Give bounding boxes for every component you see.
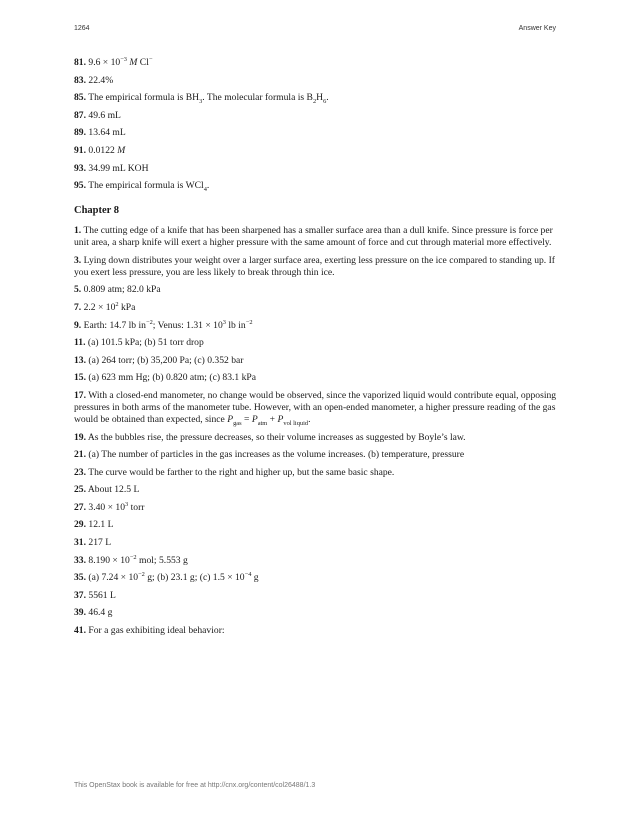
- answer-37: [74, 590, 558, 602]
- subscript: 2: [312, 98, 317, 106]
- answer-text: 12.1 L: [88, 519, 114, 531]
- answer-text: +: [267, 413, 278, 425]
- answer-text: Earth: 14.7 lb in: [83, 319, 146, 331]
- variable: P: [251, 413, 258, 425]
- answer-text: ; Venus: 1.31 × 10: [152, 319, 223, 331]
- answer-87: [74, 110, 558, 122]
- answer-number: 19.: [74, 431, 86, 443]
- answer-text: 34.99 mL KOH: [88, 162, 149, 174]
- answer-89: [74, 127, 558, 139]
- answer-25: [74, 484, 558, 496]
- answer-text: The empirical formula is WCl: [88, 180, 204, 192]
- answer-text: (a) The number of particles in the gas increases as the volume increases. (b) temperature, pressure: [88, 449, 465, 461]
- exponent: −2: [245, 318, 253, 326]
- answer-number: 39.: [74, 607, 86, 619]
- answer-text: 49.6 mL: [88, 109, 121, 121]
- answer-23: [74, 467, 558, 479]
- exponent: 3: [222, 318, 226, 326]
- answer-text: 9.6 × 10: [88, 57, 121, 68]
- answer-95: [74, 180, 558, 192]
- answer-text: About 12.5 L: [87, 484, 140, 496]
- answer-text: (a) 7.24 × 10: [88, 572, 139, 584]
- answer-text: 2.2 × 10: [83, 301, 116, 313]
- answer-text: =: [241, 413, 252, 425]
- answer-text: (a) 623 mm Hg; (b) 0.820 atm; (c) 83.1 kPa: [88, 372, 256, 384]
- answer-text: .: [206, 180, 210, 192]
- answer-text: kPa: [118, 301, 136, 313]
- answer-text: 5561 L: [88, 589, 116, 601]
- answer-number: 15.: [74, 372, 86, 384]
- answer-text: 0.809 atm; 82.0 kPa: [83, 284, 161, 296]
- answer-text: lb in: [225, 319, 246, 331]
- answer-text: 3.40 × 10: [88, 501, 125, 513]
- answer-text: g; (b) 23.1 g; (c) 1.5 × 10: [144, 572, 245, 584]
- subscript: gas: [233, 419, 242, 427]
- answer-text: . The molecular formula is B: [202, 92, 313, 104]
- answer-17: [74, 390, 558, 426]
- answer-number: 85.: [74, 92, 86, 104]
- answer-text: g: [251, 572, 259, 584]
- answer-number: 93.: [74, 162, 86, 174]
- answer-85: [74, 92, 558, 104]
- answer-number: 17.: [74, 389, 86, 401]
- answer-3: [74, 255, 558, 279]
- answer-39: [74, 607, 558, 619]
- answer-91: [74, 145, 558, 157]
- answer-31: [74, 537, 558, 549]
- answer-number: 25.: [74, 484, 86, 496]
- answer-number: 21.: [74, 449, 86, 461]
- answer-number: 3.: [74, 254, 82, 266]
- answer-5: [74, 284, 558, 296]
- answer-81: [74, 57, 558, 69]
- answer-text: The empirical formula is BH: [88, 92, 200, 104]
- exponent: −3: [120, 55, 128, 63]
- subscript: 3: [199, 98, 203, 106]
- answer-number: 87.: [74, 109, 86, 121]
- answer-21: [74, 449, 558, 461]
- answer-text: torr: [128, 501, 145, 513]
- answer-11: [74, 337, 558, 349]
- answer-number: 37.: [74, 589, 86, 601]
- answer-text: .: [308, 413, 311, 425]
- answer-text: (a) 264 torr; (b) 35,200 Pa; (c) 0.352 bar: [88, 354, 244, 366]
- answer-number: 89.: [74, 127, 86, 139]
- answer-33: [74, 555, 558, 567]
- exponent: 2: [115, 300, 119, 308]
- exponent: −2: [138, 571, 145, 579]
- answer-text: 46.4 g: [88, 607, 113, 619]
- answer-text: 8.190 × 10: [88, 554, 130, 566]
- answer-number: 95.: [74, 180, 86, 192]
- answer-number: 41.: [74, 625, 86, 637]
- answer-35: [74, 572, 558, 584]
- answer-number: 23.: [74, 466, 86, 478]
- answer-number: 11.: [74, 337, 86, 349]
- charge: −: [148, 55, 153, 63]
- page-number: 1264: [74, 25, 90, 32]
- answer-15: [74, 372, 558, 384]
- answer-text: Lying down distributes your weight over a larger surface area, exerting less pressure on the ice compared to standing up. If you exert less pressure, you are less likely to break through thin ice.: [74, 254, 555, 278]
- answer-text: The curve would be farther to the right and higher up, but the same basic shape.: [88, 466, 395, 478]
- answer-number: 5.: [74, 284, 82, 296]
- answer-number: 9.: [74, 319, 82, 331]
- answer-13: [74, 355, 558, 367]
- answer-text: .: [326, 92, 329, 104]
- answer-text: (a) 101.5 kPa; (b) 51 torr drop: [87, 337, 204, 349]
- answer-41: [74, 625, 558, 637]
- variable: P: [227, 413, 234, 425]
- answer-1: [74, 225, 558, 249]
- answer-27: [74, 502, 558, 514]
- answer-text: As the bubbles rise, the pressure decreases, so their volume increases as suggested by Boyle’s law.: [87, 431, 466, 443]
- exponent: 3: [125, 500, 129, 508]
- answer-number: 1.: [74, 225, 82, 237]
- subscript: 4: [203, 186, 207, 194]
- answer-29: [74, 519, 558, 531]
- answer-text: For a gas exhibiting ideal behavior:: [88, 625, 225, 637]
- answer-number: 13.: [74, 354, 86, 366]
- exponent: −2: [129, 553, 137, 561]
- exponent: −4: [244, 571, 252, 579]
- answer-number: 27.: [74, 501, 86, 513]
- exponent: −2: [145, 318, 153, 326]
- answer-number: 29.: [74, 519, 86, 531]
- answer-text: 22.4%: [88, 74, 114, 86]
- running-head: Answer Key: [518, 25, 556, 32]
- answer-text: 13.64 mL: [88, 127, 126, 139]
- answer-19: [74, 432, 558, 444]
- answer-text: H: [316, 92, 324, 104]
- answer-number: 91.: [74, 144, 86, 156]
- answer-text: Cl: [137, 57, 149, 68]
- answer-number: 81.: [74, 57, 86, 68]
- answer-key-content: [74, 57, 558, 643]
- answer-number: 35.: [74, 572, 86, 584]
- answer-text: M: [127, 57, 138, 68]
- footer-license-note: This OpenStax book is available for free at http://cnx.org/content/col26488/1.3: [74, 782, 316, 789]
- answer-text: With a closed-end manometer, no change would be observed, since the vaporized liquid would contribute equal, opposing pressures in both arms of the manometer tube. However, with an open-ended manometer, a higher pressure reading of the gas would be obtained than expected, since: [74, 389, 557, 425]
- answer-number: 83.: [74, 74, 86, 86]
- answer-text: mol; 5.553 g: [136, 554, 188, 566]
- answer-93: [74, 163, 558, 175]
- answer-text: The cutting edge of a knife that has been sharpened has a smaller surface area than a dull knife. Since pressure is force per unit area, a sharp knife will exert a higher pressure with the same amount of force and cut through material more effectively.: [74, 225, 553, 249]
- answer-number: 33.: [74, 554, 86, 566]
- answer-text: 0.0122: [88, 144, 118, 156]
- answer-number: 31.: [74, 537, 86, 549]
- answer-7: [74, 302, 558, 314]
- answer-9: [74, 320, 558, 332]
- answer-text: 217 L: [88, 537, 112, 549]
- subscript: atm: [257, 419, 268, 427]
- chapter-heading: Chapter 8: [74, 205, 120, 217]
- subscript: 6: [323, 98, 327, 106]
- answer-83: [74, 75, 558, 87]
- answer-number: 7.: [74, 301, 82, 313]
- subscript: vol liquid: [283, 419, 309, 427]
- answer-text: M: [117, 144, 126, 156]
- variable: P: [277, 413, 284, 425]
